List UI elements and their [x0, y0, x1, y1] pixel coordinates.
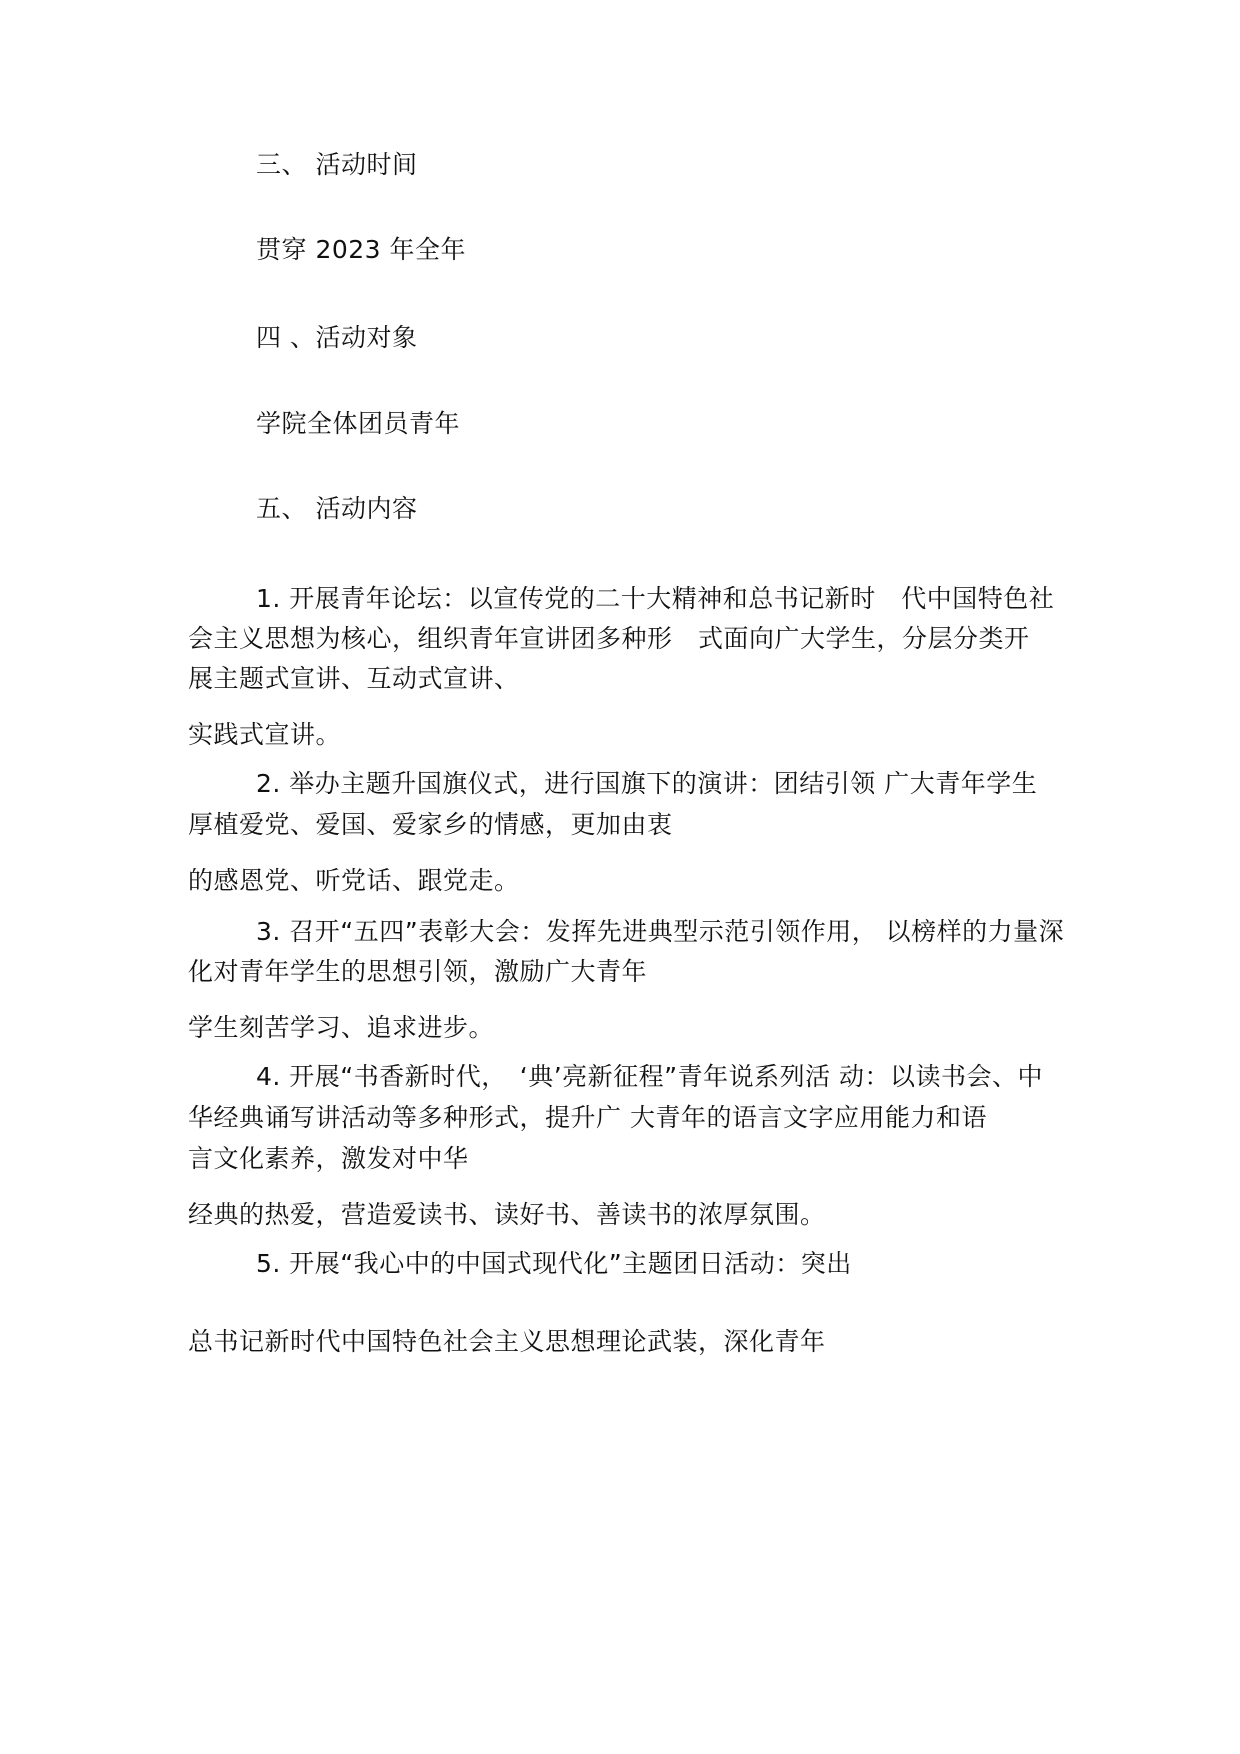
- section-body-time: 贯穿 2023 年全年: [256, 235, 467, 264]
- item-4-line-2: 华经典诵写讲活动等多种形式，提升广 大青年的语言文字应用能力和语: [188, 1103, 987, 1132]
- item-1-line-4: 实践式宣讲。: [188, 720, 342, 749]
- item-2-line-2: 厚植爱党、爱国、爱家乡的情感，更加由衷: [188, 810, 673, 839]
- item-1-line-1: 1. 开展青年论坛：以宣传党的二十大精神和总书记新时 代中国特色社: [256, 584, 1055, 613]
- item-3-line-2: 化对青年学生的思想引领，激励广大青年: [188, 957, 648, 986]
- section-body-target: 学院全体团员青年: [256, 409, 461, 438]
- item-2-line-3: 的感恩党、听党话、跟党走。: [188, 866, 520, 895]
- item-2-line-1: 2. 举办主题升国旗仪式，进行国旗下的演讲：团结引领 广大青年学生: [256, 769, 1038, 798]
- item-3-line-3: 学生刻苦学习、追求进步。: [188, 1013, 495, 1042]
- item-5-line-1: 5. 开展“我心中的中国式现代化”主题团日活动：突出: [256, 1249, 852, 1278]
- section-heading-target: 四 、活动对象: [256, 323, 418, 352]
- item-1-line-3: 展主题式宣讲、互动式宣讲、: [188, 664, 520, 693]
- section-heading-time: 三、 活动时间: [256, 150, 418, 179]
- item-3-line-1: 3. 召开“五四”表彰大会：发挥先进典型示范引领作用， 以榜样的力量深: [256, 917, 1065, 946]
- item-4-line-1: 4. 开展“书香新时代， ‘典’亮新征程”青年说系列活 动：以读书会、中: [256, 1062, 1044, 1091]
- item-5-line-2: 总书记新时代中国特色社会主义思想理论武装，深化青年: [188, 1327, 826, 1356]
- item-4-line-3: 言文化素养，激发对中华: [188, 1144, 469, 1173]
- item-4-line-4: 经典的热爱，营造爱读书、读好书、善读书的浓厚氛围。: [188, 1200, 826, 1229]
- item-1-line-2: 会主义思想为核心，组织青年宣讲团多种形 式面向广大学生，分层分类开: [188, 624, 1030, 653]
- section-heading-content: 五、 活动内容: [256, 494, 418, 523]
